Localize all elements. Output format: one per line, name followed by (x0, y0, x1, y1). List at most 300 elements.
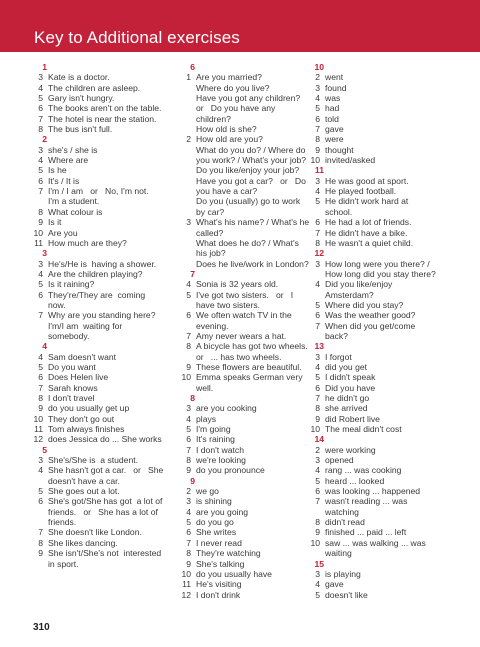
answer-number: 6 (315, 486, 320, 497)
answer-number: 8 (38, 206, 43, 217)
answer-line: Are you married? (196, 72, 262, 83)
answer-number: 8 (186, 455, 191, 466)
exercise-number (33, 445, 173, 455)
answer-line: I don't watch (196, 444, 244, 455)
answer-item (33, 145, 173, 155)
answer-item (181, 455, 321, 465)
answer-item (181, 134, 321, 217)
exercise-number (181, 393, 321, 403)
answer-item (310, 145, 460, 155)
answer-item (33, 362, 173, 372)
answer-line: told (325, 113, 339, 124)
answer-number: 8 (38, 537, 43, 548)
answer-number: 6 (186, 310, 191, 321)
answer-number: 3 (315, 568, 320, 579)
answer-line: Sam doesn't want (48, 351, 117, 362)
answer-item (33, 424, 173, 434)
answer-item (181, 279, 321, 289)
answer-item (310, 196, 460, 217)
answer-line: was looking ... happened (325, 486, 421, 497)
answer-number: 11 (34, 424, 43, 435)
answer-number: 6 (38, 372, 43, 383)
answer-item (33, 238, 173, 248)
answer-line: now. (48, 299, 66, 310)
answer-number: 6 (315, 217, 320, 228)
answer-number: 5 (38, 93, 43, 104)
answer-item (33, 310, 173, 341)
answer-line: is shining (196, 496, 232, 507)
answer-number: 3 (315, 82, 320, 93)
answer-item (33, 496, 173, 527)
answer-item (310, 155, 460, 165)
answer-item (33, 207, 173, 217)
answer-number: 4 (38, 465, 43, 476)
answer-line: were working (325, 444, 376, 455)
answer-line: did you get (325, 361, 368, 372)
exercise-number (310, 341, 460, 351)
answer-line: friends. or She has a lot of (48, 506, 158, 517)
answer-line: Sarah knows (48, 382, 98, 393)
answer-line: A bicycle has got two wheels. (196, 341, 308, 352)
answer-line: Did you like/enjoy (325, 279, 393, 290)
answer-line: was (325, 93, 341, 104)
answer-number: 7 (186, 537, 191, 548)
exercise-number-label: 7 (190, 268, 195, 279)
answer-number: 6 (38, 289, 43, 300)
answer-number: 7 (186, 330, 191, 341)
answer-number: 5 (38, 486, 43, 497)
answer-item (310, 259, 460, 280)
answer-number: 9 (186, 558, 191, 569)
answer-line: Are you (48, 227, 78, 238)
answer-item (310, 538, 460, 559)
answer-number: 3 (186, 496, 191, 507)
answer-item (310, 424, 460, 434)
answer-number: 7 (315, 393, 320, 403)
answer-line: He played football. (325, 186, 397, 197)
answer-number: 5 (315, 196, 320, 207)
answer-number: 8 (315, 517, 320, 528)
answer-line: do you pronounce (196, 465, 265, 476)
exercise-number-label: 9 (190, 475, 195, 486)
answer-item (310, 176, 460, 186)
answer-item (181, 538, 321, 548)
answer-number: 4 (315, 186, 320, 197)
answer-line: Did you have (325, 382, 376, 393)
answer-number: 5 (186, 289, 191, 300)
answer-item (310, 83, 460, 93)
answer-line: He didn't have a bike. (325, 227, 408, 238)
answer-number: 8 (315, 134, 320, 145)
answer-item (33, 93, 173, 103)
answer-line: Are the children playing? (48, 268, 143, 279)
answer-item (310, 310, 460, 320)
answer-item (181, 579, 321, 589)
answer-line: we're looking (196, 455, 246, 466)
answer-item (33, 259, 173, 269)
exercise-number-label: 6 (190, 62, 195, 72)
answer-line: Do you (usually) go to work (196, 196, 301, 207)
exercise-number-label: 1 (42, 62, 47, 72)
answer-item (310, 579, 460, 589)
answer-number: 12 (33, 434, 43, 445)
answer-number: 7 (315, 124, 320, 135)
answer-number: 3 (315, 258, 320, 269)
answer-item (33, 393, 173, 403)
answer-number: 7 (315, 227, 320, 238)
answer-line: gave (325, 124, 344, 135)
answer-line: She doesn't like London. (48, 527, 142, 538)
answer-line: The hotel is near the station. (48, 113, 157, 124)
answer-line: Emma speaks German very (196, 372, 303, 383)
answer-item (310, 352, 460, 362)
answer-item (310, 362, 460, 372)
answer-line: doesn't like (325, 589, 368, 600)
answer-line: Was the weather good? (325, 310, 416, 321)
answer-line: back? (325, 330, 348, 341)
answer-number: 10 (33, 413, 43, 424)
answer-number: 6 (315, 310, 320, 321)
answer-line: well. (196, 382, 214, 393)
answer-column-1 (33, 62, 173, 569)
answer-item (310, 403, 460, 413)
answer-item (33, 217, 173, 227)
exercise-number-label: 11 (314, 165, 324, 176)
answer-column-3 (310, 62, 460, 600)
answer-line: have two sisters. (196, 299, 260, 310)
answer-item (310, 134, 460, 144)
answer-number: 6 (315, 113, 320, 124)
answer-item (33, 486, 173, 496)
answer-line: What colour is (48, 206, 103, 217)
answer-line: Where are (48, 155, 89, 166)
answer-number: 4 (186, 506, 191, 517)
answer-line: They're watching (196, 548, 261, 559)
answer-item (181, 72, 321, 134)
answer-line: children? (196, 113, 231, 124)
answer-line: Why are you standing here? (48, 310, 156, 321)
answer-line: They don't go out (48, 413, 115, 424)
answer-item (310, 486, 460, 496)
exercise-number (33, 62, 173, 72)
answer-line: or ... has two wheels. (196, 351, 282, 362)
answer-number: 4 (186, 279, 191, 290)
answer-item (181, 331, 321, 341)
answer-number: 7 (38, 186, 43, 197)
answer-line: somebody. (48, 330, 90, 341)
answer-line: plays (196, 413, 217, 424)
answer-number: 6 (186, 527, 191, 538)
exercise-number-label: 12 (314, 248, 324, 259)
answer-item (310, 103, 460, 113)
exercise-number-label: 14 (314, 434, 324, 445)
answer-line: How old are you? (196, 134, 263, 145)
answer-number: 4 (38, 82, 43, 93)
answer-number: 5 (315, 299, 320, 310)
answer-number: 9 (38, 403, 43, 414)
answer-number: 5 (38, 361, 43, 372)
answer-line: by car? (196, 206, 225, 217)
answer-item (33, 548, 173, 569)
answer-number: 3 (315, 175, 320, 186)
answer-line: she arrived (325, 403, 368, 414)
answer-line: What's his name? / What's he (196, 217, 310, 228)
answer-number: 2 (315, 72, 320, 83)
answer-line: doesn't have a car. (48, 475, 120, 486)
answer-line: Do you like/enjoy your job? (196, 165, 300, 176)
answer-item (310, 517, 460, 527)
answer-number: 8 (186, 341, 191, 352)
answer-line: invited/asked (325, 155, 376, 166)
answer-line: Have you got any children? (196, 93, 301, 104)
exercise-number (33, 134, 173, 144)
answer-number: 9 (315, 144, 320, 155)
answer-line: Sonia is 32 years old. (196, 279, 279, 290)
answer-item (181, 559, 321, 569)
exercise-number (33, 248, 173, 258)
answer-line: I'm going (196, 424, 231, 435)
answer-item (310, 186, 460, 196)
answer-number: 4 (38, 155, 43, 166)
answer-item (310, 93, 460, 103)
answer-item (181, 403, 321, 413)
answer-line: were (325, 134, 344, 145)
answer-line: Tom always finishes (48, 424, 125, 435)
exercise-number (310, 434, 460, 444)
answer-number: 7 (38, 527, 43, 538)
answer-line: Is it raining? (48, 279, 95, 290)
answer-number: 4 (315, 465, 320, 476)
answer-item (181, 496, 321, 506)
answer-number: 12 (181, 589, 191, 600)
answer-number: 5 (315, 589, 320, 600)
answer-number: 4 (38, 351, 43, 362)
answer-line: It's / It is (48, 175, 80, 186)
answer-number: 3 (38, 144, 43, 155)
answer-line: school. (325, 206, 353, 217)
answer-item (310, 238, 460, 248)
answer-line: waiting (325, 548, 352, 559)
answer-number: 11 (182, 579, 191, 590)
answer-line: he didn't go (325, 393, 370, 403)
exercise-number-label: 13 (314, 341, 324, 352)
answer-number: 10 (33, 227, 43, 238)
answer-line: do you go (196, 517, 234, 528)
answer-item (310, 414, 460, 424)
answer-number: 2 (315, 444, 320, 455)
answer-item (310, 455, 460, 465)
answer-item (181, 507, 321, 517)
answer-number: 6 (38, 496, 43, 507)
answer-number: 9 (186, 361, 191, 372)
answer-item (310, 279, 460, 300)
answer-item (181, 434, 321, 444)
answer-number: 10 (181, 372, 191, 383)
answer-line: What do you do? / Where do (196, 144, 306, 155)
answer-line: I forgot (325, 351, 352, 362)
exercise-number-label: 2 (42, 134, 47, 145)
answer-item (33, 527, 173, 537)
answer-item (33, 372, 173, 382)
answer-item (33, 290, 173, 311)
answer-item (33, 155, 173, 165)
answer-line: He's/He is having a shower. (48, 258, 157, 269)
answer-line: Does Helen live (48, 372, 109, 383)
answer-line: The meal didn't cost (325, 424, 402, 435)
answer-line: gave (325, 579, 344, 590)
answer-number: 4 (186, 413, 191, 424)
answer-item (33, 124, 173, 134)
answer-line: He was good at sport. (325, 175, 409, 186)
exercise-number (181, 269, 321, 279)
answer-number: 9 (315, 527, 320, 538)
answer-number: 3 (38, 455, 43, 466)
answer-line: Where do you live? (196, 82, 270, 93)
answer-item (310, 228, 460, 238)
answer-item (310, 590, 460, 600)
answer-line: I've got two sisters. or I (196, 289, 294, 300)
answer-line: She writes (196, 527, 237, 538)
answer-line: finished ... paid ... left (325, 527, 407, 538)
answer-column-2 (181, 62, 321, 600)
answer-line: The children are asleep. (48, 82, 141, 93)
answer-number: 7 (186, 444, 191, 455)
answer-number: 10 (181, 568, 191, 579)
answer-number: 9 (186, 465, 191, 476)
answer-line: found (325, 82, 347, 93)
answer-item (181, 548, 321, 558)
answer-number: 3 (315, 455, 320, 466)
answer-line: Does he live/work in London? (196, 258, 309, 269)
answer-number: 5 (38, 279, 43, 290)
answer-item (33, 538, 173, 548)
answer-item (33, 176, 173, 186)
answer-number: 8 (186, 548, 191, 559)
answer-item (181, 362, 321, 372)
answer-item (181, 372, 321, 393)
answer-line: did Robert live (325, 413, 380, 424)
answer-number: 6 (38, 103, 43, 114)
answer-number: 4 (315, 93, 320, 104)
answer-item (310, 445, 460, 455)
answer-line: How long were you there? / (325, 258, 430, 269)
answer-number: 3 (38, 258, 43, 269)
answer-item (181, 424, 321, 434)
answer-line: She hasn't got a car. or She (48, 465, 164, 476)
answer-line: saw ... was walking ... was (325, 537, 426, 548)
exercise-number (181, 62, 321, 72)
answer-line: I'm/I am waiting for (48, 320, 123, 331)
answer-item (310, 72, 460, 82)
answer-line: heard ... looked (325, 475, 385, 486)
answer-number: 5 (38, 165, 43, 176)
answer-item (310, 569, 460, 579)
exercise-number-label: 3 (42, 248, 47, 259)
answer-line: does Jessica do ... She works (48, 434, 162, 445)
answer-line: I'm a student. (48, 196, 100, 207)
header-bar (0, 0, 480, 52)
page-title: Key to Additional exercises (34, 28, 240, 47)
answer-line: do you usually have (196, 568, 272, 579)
answer-number: 3 (38, 72, 43, 83)
answer-item (33, 403, 173, 413)
answer-line: friends. (48, 517, 77, 528)
exercise-number (310, 165, 460, 175)
answer-line: The bus isn't full. (48, 124, 113, 135)
answer-number: 5 (315, 475, 320, 486)
answer-item (310, 372, 460, 382)
answer-number: 4 (315, 579, 320, 590)
answer-number: 2 (186, 134, 191, 145)
answer-line: He wasn't a quiet child. (325, 237, 414, 248)
answer-line: She goes out a lot. (48, 486, 120, 497)
answer-line: in sport. (48, 558, 79, 569)
answer-number: 6 (186, 434, 191, 445)
answer-line: What does he do? / What's (196, 237, 299, 248)
answer-item (181, 341, 321, 362)
answer-number: 5 (315, 372, 320, 383)
exercise-number (181, 476, 321, 486)
answer-number: 6 (315, 382, 320, 393)
answer-line: you work? / What's your job? (196, 155, 307, 166)
answer-line: We often watch TV in the (196, 310, 292, 321)
answer-item (310, 496, 460, 517)
answer-item (33, 269, 173, 279)
exercise-number (310, 248, 460, 258)
answer-line: are you cooking (196, 403, 257, 414)
exercise-number (310, 559, 460, 569)
answer-number: 3 (186, 403, 191, 414)
answer-number: 5 (186, 424, 191, 435)
answer-item (181, 290, 321, 311)
answer-number: 5 (315, 103, 320, 114)
answer-line: I don't travel (48, 393, 95, 403)
answer-line: or Do you have any (196, 103, 276, 114)
answer-item (33, 352, 173, 362)
answer-item (33, 103, 173, 113)
answer-line: It's raining (196, 434, 235, 445)
exercise-number (310, 62, 460, 72)
answer-item (310, 114, 460, 124)
answer-number: 7 (38, 382, 43, 393)
answer-line: These flowers are beautiful. (196, 361, 302, 372)
answer-line: opened (325, 455, 354, 466)
answer-item (33, 165, 173, 175)
answer-item (33, 228, 173, 238)
answer-line: How old is she? (196, 124, 257, 135)
answer-item (181, 217, 321, 269)
answer-number: 4 (38, 268, 43, 279)
answer-line: had (325, 103, 340, 114)
answer-number: 3 (186, 217, 191, 228)
answer-line: I don't drink (196, 589, 241, 600)
answer-number: 7 (38, 113, 43, 124)
answer-number: 3 (315, 351, 320, 362)
answer-item (310, 465, 460, 475)
answer-line: is playing (325, 568, 361, 579)
answer-line: How long did you stay there? (325, 268, 436, 279)
answer-item (33, 434, 173, 444)
answer-number: 4 (315, 361, 320, 372)
answer-line: Is he (48, 165, 67, 176)
answer-item (33, 465, 173, 486)
answer-line: we go (196, 486, 219, 497)
answer-item (181, 465, 321, 475)
answer-line: The books aren't on the table. (48, 103, 162, 114)
answer-number: 7 (38, 310, 43, 321)
answer-item (310, 217, 460, 227)
answer-line: She isn't/She's not interested (48, 548, 162, 559)
